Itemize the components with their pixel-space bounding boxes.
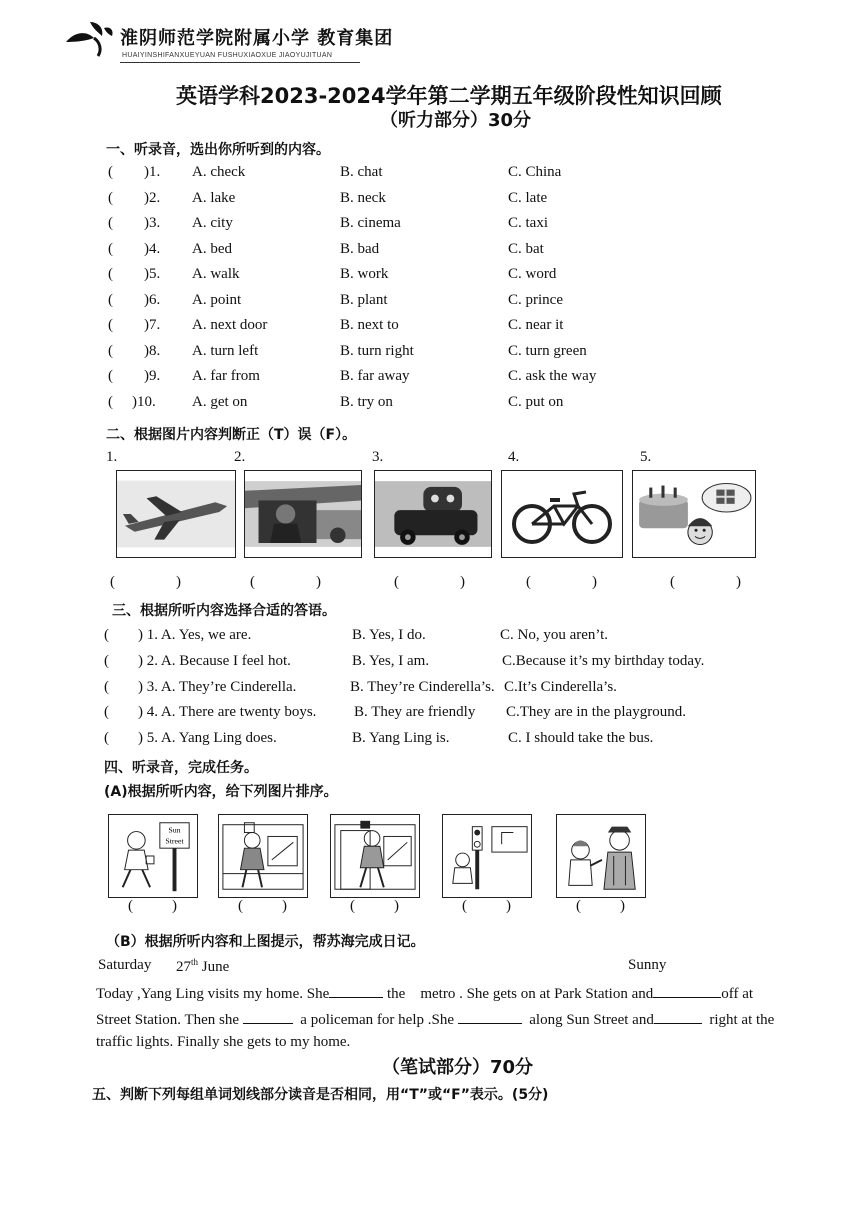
answer-paren-open[interactable]: ( [104,627,109,643]
option-c: C. I should take the bus. [508,730,654,747]
option-b: B. try on [340,393,393,410]
part1-heading: 一、听录音，选出你所听到的内容。 [106,142,330,158]
option-b: B. next to [340,317,399,333]
option-c: C. China [508,164,562,180]
answer-paren-close: ) [506,898,511,914]
answer-paren-open[interactable]: ( [108,291,113,308]
answer-paren-open[interactable]: ( [104,704,109,721]
part5-heading: 五、判断下列每组单词划线部分读音是否相同，用“T”或“F”表示。(5分) [92,1087,549,1103]
diary-line-2 [96,1009,774,1029]
option-a: A. city [192,215,233,231]
school-pinyin: HUAIYINSHIFANXUEYUAN FUSHUXIAOXUE JIAOYUJITUAN [122,52,333,59]
answer-blank-4[interactable] [458,1009,522,1024]
sequence-picture-4 [442,814,532,898]
question-number: )8. [144,342,161,359]
diary-date-month: June [201,959,230,975]
answer-paren-open[interactable]: ( [108,240,113,257]
question-number: )10. [132,393,156,410]
picture-number: 3. [372,449,384,465]
option-a: ) 4. A. There are twenty boys. [138,704,317,721]
question-number: )1. [144,164,161,180]
option-a: A. check [192,164,246,180]
option-a: ) 1. A. Yes, we are. [138,627,252,643]
school-logo [64,18,116,58]
question-number: )4. [144,240,161,257]
answer-paren-close: ) [172,898,177,914]
option-a: ) 3. A. They’re Cinderella. [138,678,297,695]
diary-text: right at the [709,1012,775,1028]
option-c: C. No, you aren’t. [500,627,609,643]
picture-number: 2. [234,449,246,465]
answer-paren-close: ) [176,574,181,590]
question-number: )3. [144,215,161,231]
school-name: 淮阴师范学院附属小学 教育集团 [120,28,394,49]
diary-weather: Sunny [628,957,667,973]
option-a: ) 2. A. Because I feel hot. [138,652,291,669]
answer-paren-open[interactable]: ( [110,574,115,590]
part2-heading: 二、根据图片内容判断正（T）误（F）。 [106,427,357,443]
sequence-picture-2 [218,814,308,898]
answer-paren-close: ) [736,574,741,590]
question-number: )9. [144,368,161,384]
answer-paren-open[interactable]: ( [108,164,113,180]
option-b: B. chat [340,164,383,180]
answer-paren-open[interactable]: ( [576,898,581,914]
answer-paren-open[interactable]: ( [108,189,113,206]
written-heading: （笔试部分）70分 [382,1057,534,1078]
diary-text: along Sun Street and [529,1012,654,1028]
option-c: C. bat [508,240,544,257]
toy-car-picture [374,470,492,558]
question-number: )5. [144,266,161,282]
option-c: C. late [508,189,548,206]
option-c: C. ask the way [508,368,597,384]
part4a-heading: (A)根据所听内容，给下列图片排序。 [104,784,338,800]
option-c: C. taxi [508,215,548,231]
answer-blank-1[interactable] [329,983,383,998]
option-b: B. They are friendly [354,704,476,721]
option-a: A. lake [192,189,236,206]
option-a: A. get on [192,393,248,410]
option-a: A. turn left [192,342,259,359]
picture-number: 5. [640,449,652,465]
answer-paren-open[interactable]: ( [350,898,355,914]
option-c: C. near it [508,317,564,333]
answer-paren-open[interactable]: ( [128,898,133,914]
part3-heading: 三、根据所听内容选择合适的答语。 [112,603,336,619]
answer-paren-open[interactable]: ( [108,215,113,231]
option-b: B. cinema [340,215,401,231]
diary-date-number: 27 [176,959,191,975]
answer-paren-close: ) [394,898,399,914]
option-a: ) 5. A. Yang Ling does. [138,730,277,747]
diary-text: Today ,Yang Ling visits my home. She [96,986,330,1002]
option-a: A. walk [192,266,240,282]
diary-text: off at [721,986,754,1002]
sequence-picture-3 [330,814,420,898]
option-b: B. work [340,266,389,282]
car-picture [244,470,362,558]
birthday-cake-picture [632,470,756,558]
plane-picture [116,470,236,558]
option-a: A. bed [192,240,232,257]
answer-paren-open[interactable]: ( [104,678,109,695]
header-rule [120,62,360,63]
option-c: C. turn green [508,342,587,359]
option-c: C. put on [508,393,564,410]
answer-paren-open[interactable]: ( [394,574,399,590]
bicycle-picture [501,470,623,558]
answer-paren-close: ) [620,898,625,914]
diary-day: Saturday [98,957,152,973]
answer-blank-2[interactable] [653,983,721,998]
question-number: )6. [144,291,161,308]
option-b: B. They’re Cinderella’s. [350,678,495,695]
answer-paren-open[interactable]: ( [108,342,113,359]
answer-paren-open[interactable]: ( [104,652,109,669]
picture-number: 1. [106,449,118,465]
option-a: A. point [192,291,242,308]
page-subtitle: （听力部分）30分 [380,110,532,131]
part4b-heading: （B）根据所听内容和上图提示，帮苏海完成日记。 [106,934,425,950]
sign-text-sun: Sun [168,825,181,835]
answer-paren-close: ) [316,574,321,590]
diary-text: a policeman for help .She [300,1012,454,1028]
sequence-picture-1 [108,814,198,898]
answer-paren-close: ) [282,898,287,914]
option-c: C. prince [508,291,563,308]
answer-paren-open[interactable]: ( [526,574,531,590]
diary-text: metro . She gets on at Park Station and [420,986,654,1002]
option-c: C.Because it’s my birthday today. [502,652,705,669]
answer-paren-open[interactable]: ( [108,317,113,333]
option-c: C. word [508,266,557,282]
diary-text: Street Station. Then she [96,1012,240,1028]
answer-paren-open[interactable]: ( [108,393,113,410]
sign-text-street: Street [165,836,184,846]
option-c: C.It’s Cinderella’s. [504,678,617,695]
sequence-picture-5 [556,814,646,898]
diary-line-1 [96,983,753,1003]
option-b: B. Yes, I do. [352,627,426,643]
answer-paren-open[interactable]: ( [108,266,113,282]
answer-paren-close: ) [592,574,597,590]
answer-paren-open[interactable]: ( [462,898,467,914]
answer-paren-open[interactable]: ( [670,574,675,590]
option-c: C.They are in the playground. [506,704,686,721]
answer-blank-3[interactable] [243,1009,293,1024]
answer-blank-5[interactable] [654,1009,702,1024]
answer-paren-close: ) [460,574,465,590]
answer-paren-open[interactable]: ( [238,898,243,914]
answer-paren-open[interactable]: ( [104,730,109,747]
page-title: 英语学科2023-2024学年第二学期五年级阶段性知识回顾 [176,84,722,108]
diary-date [176,957,229,976]
picture-number: 4. [508,449,520,465]
part4-heading: 四、听录音，完成任务。 [104,760,258,776]
diary-line-3: traffic lights. Finally she gets to my home. [96,1034,351,1050]
diary-date-suffix: th [191,957,199,967]
option-a: A. far from [192,368,260,384]
option-a: A. next door [192,317,268,333]
option-b: B. neck [340,189,386,206]
answer-paren-open[interactable]: ( [108,368,113,384]
answer-paren-open[interactable]: ( [250,574,255,590]
option-b: B. far away [340,368,410,384]
question-number: )7. [144,317,161,333]
option-b: B. turn right [340,342,414,359]
option-b: B. Yang Ling is. [352,730,450,747]
option-b: B. plant [340,291,388,308]
diary-text: the [387,986,406,1002]
question-number: )2. [144,189,161,206]
option-b: B. Yes, I am. [352,652,430,669]
option-b: B. bad [340,240,380,257]
